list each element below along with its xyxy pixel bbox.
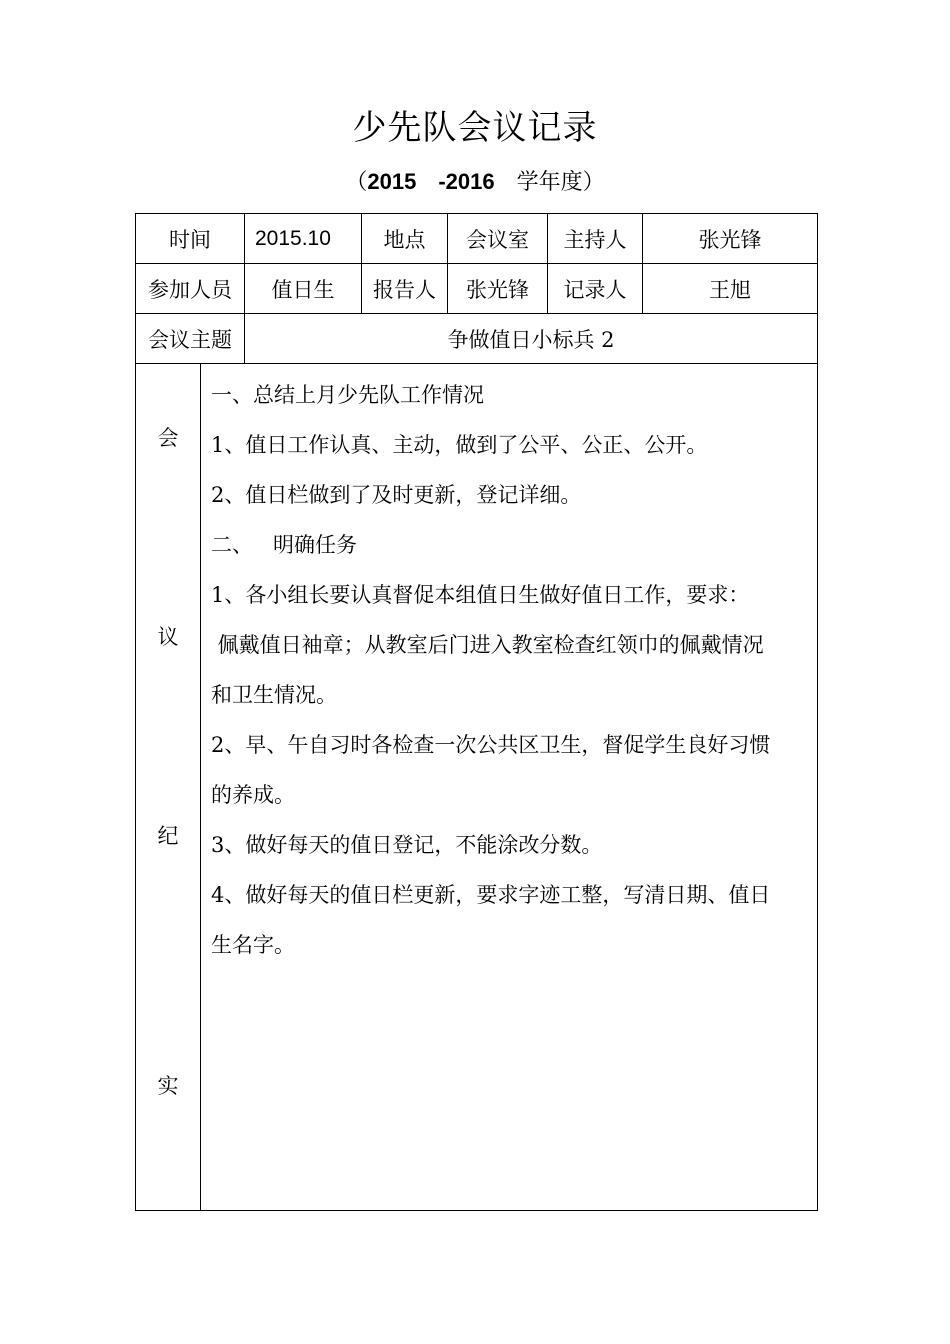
- time-label: 时间: [136, 214, 245, 264]
- topic-value: 争做值日小标兵 2: [245, 314, 818, 364]
- minutes-body: [201, 364, 818, 1211]
- page-title: 少先队会议记录: [352, 108, 598, 148]
- minutes-line: 1、各小组长要认真督促本组值日生做好值日工作，要求：: [211, 583, 750, 607]
- attendees-label: 参加人员: [136, 264, 245, 314]
- recorder-value: 王旭: [643, 264, 818, 314]
- place-value: 会议室: [448, 214, 548, 264]
- row-topic: [136, 314, 818, 364]
- reporter-label: 报告人: [362, 264, 448, 314]
- row-minutes: [136, 364, 818, 1211]
- reporter-value: 张光锋: [448, 264, 548, 314]
- subtitle-end-year: -2016: [438, 169, 495, 194]
- minutes-line: 4、做好每天的值日栏更新，要求字迹工整，写清日期、值日: [211, 883, 771, 907]
- row-attendees-reporter-recorder: [136, 264, 818, 314]
- topic-label: 会议主题: [136, 314, 245, 364]
- recorder-label: 记录人: [548, 264, 643, 314]
- minutes-line: 2、值日栏做到了及时更新，登记详细。: [211, 483, 582, 507]
- minutes-line: 生名字。: [211, 933, 295, 957]
- minutes-label-char: 实: [157, 1074, 179, 1098]
- subtitle-suffix: 学年度）: [516, 170, 605, 195]
- minutes-line: 3、做好每天的值日登记，不能涂改分数。: [211, 833, 603, 857]
- meeting-record-table: [135, 213, 818, 1211]
- minutes-line: 的养成。: [211, 783, 295, 807]
- subtitle-open-paren: （: [345, 170, 368, 195]
- minutes-label: [136, 364, 201, 1211]
- subtitle-start-year: 2015: [367, 169, 417, 194]
- minutes-line: 二、 明确任务: [211, 533, 358, 557]
- host-value: 张光锋: [643, 214, 818, 264]
- attendees-value: 值日生: [245, 264, 362, 314]
- place-label: 地点: [362, 214, 448, 264]
- minutes-line: 1、值日工作认真、主动，做到了公平、公正、公开。: [211, 433, 708, 457]
- minutes-label-char: 会: [157, 426, 179, 450]
- minutes-label-char: 议: [157, 625, 179, 649]
- minutes-line: 佩戴值日袖章；从教室后门进入教室检查红领巾的佩戴情况: [211, 633, 764, 657]
- minutes-line: 和卫生情况。: [211, 683, 337, 707]
- school-year: [0, 165, 950, 196]
- minutes-line: 2、早、午自习时各检查一次公共区卫生，督促学生良好习惯: [211, 733, 771, 757]
- minutes-line: 一、总结上月少先队工作情况: [211, 383, 484, 407]
- time-value: 2015.10: [245, 214, 362, 264]
- row-time-place-host: [136, 214, 818, 264]
- minutes-label-char: 纪: [157, 824, 179, 848]
- host-label: 主持人: [548, 214, 643, 264]
